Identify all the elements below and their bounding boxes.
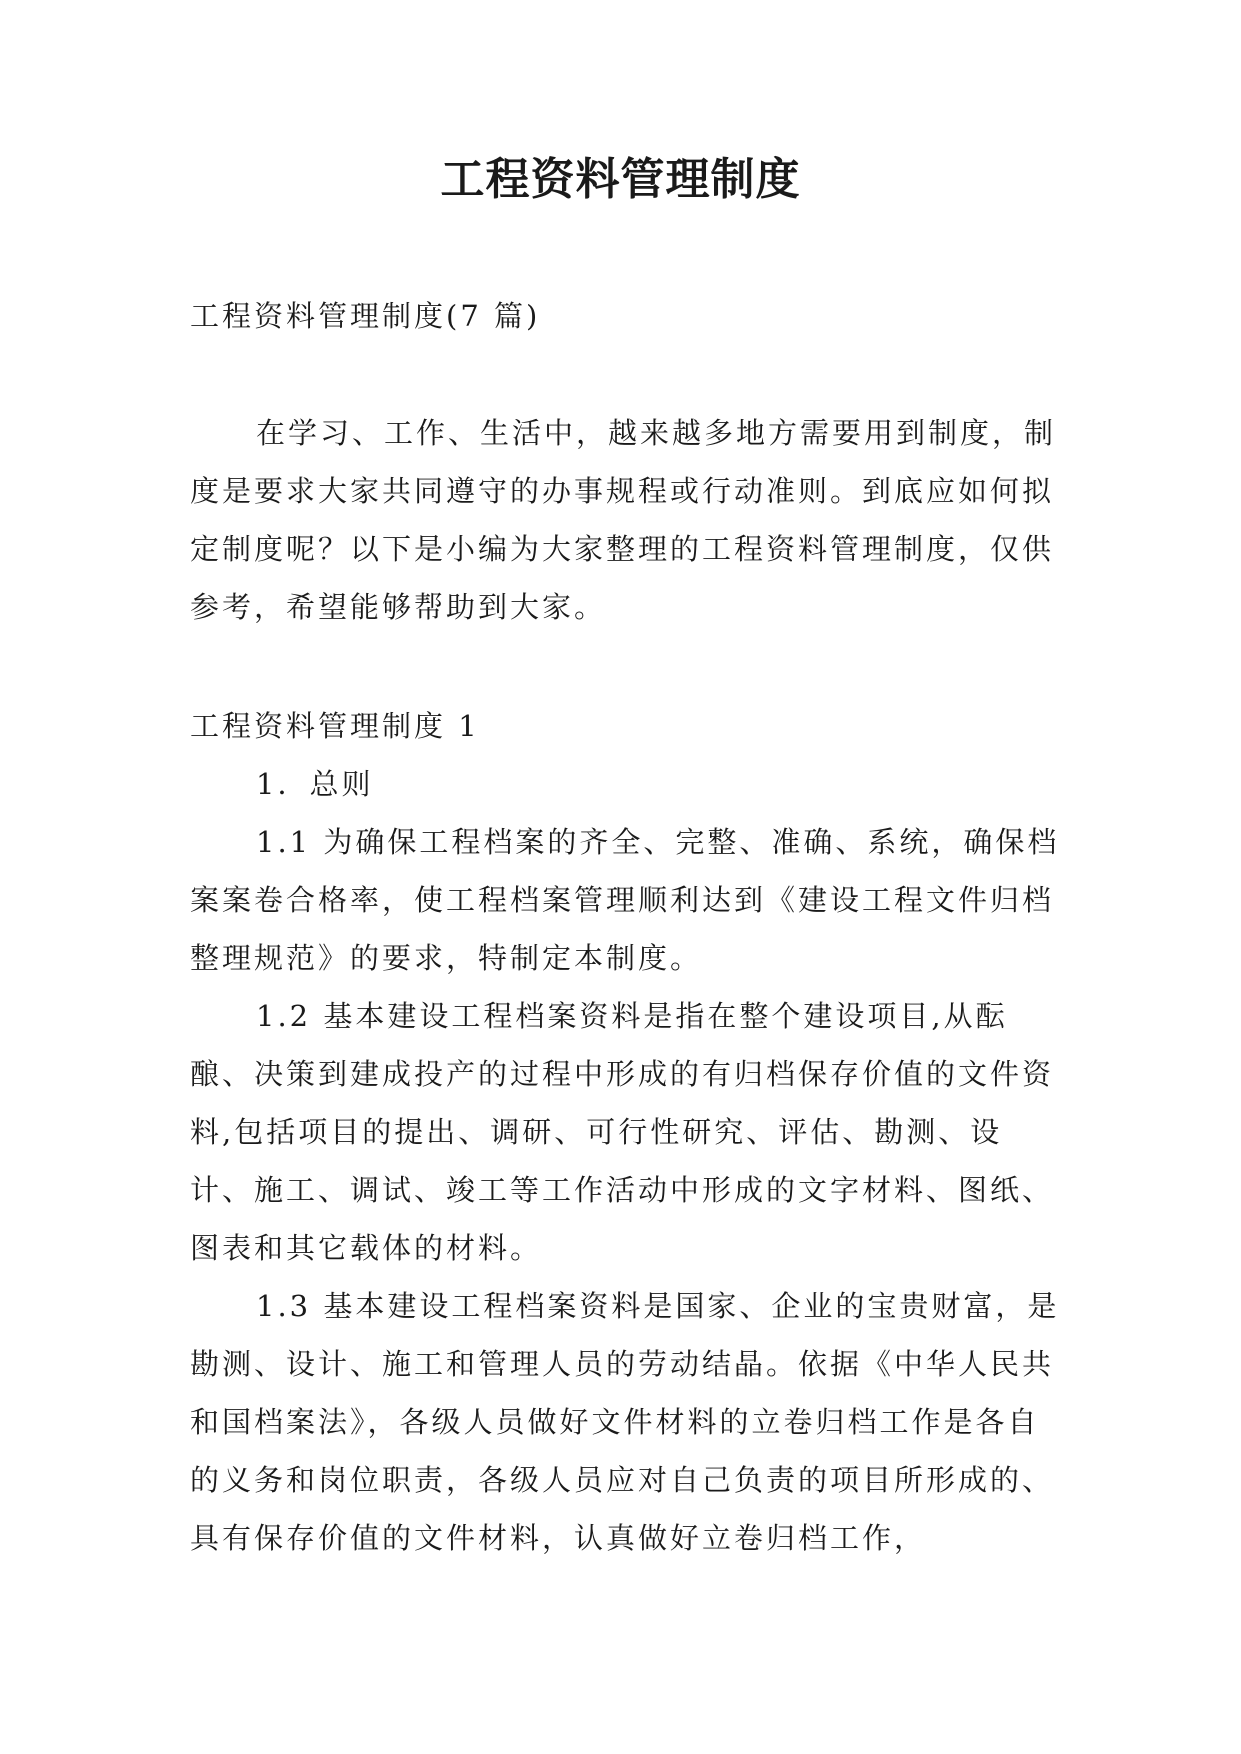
section-heading: 工程资料管理制度 1 [190,709,480,743]
clause-1-3: 1.3 基本建设工程档案资料是国家、企业的宝贵财富，是勘测、设计、施工和管理人员的劳动结晶。依据《中华人民共和国档案法》，各级人员做好文件材料的立卷归档工作是各自的义务和岗位职责，各级人员应对自己负责的项目所形成的、具有保存价值的文件材料，认真做好立卷归档工作， [190,1289,1060,1555]
clause-1-1: 1.1 为确保工程档案的齐全、完整、准确、系统，确保档案案卷合格率，使工程档案管理顺利达到《建设工程文件归档整理规范》的要求，特制定本制度。 [190,825,1060,975]
section-body [190,755,1062,1567]
clause-general: 1．总则 [256,767,374,801]
clause-1-2: 1.2 基本建设工程档案资料是指在整个建设项目,从酝酿、决策到建成投产的过程中形成的有归档保存价值的文件资料,包括项目的提出、调研、可行性研究、评估、勘测、设计、施工、调试、竣工等工作活动中形成的文字材料、图纸、图表和其它载体的材料。 [190,999,1055,1265]
intro-paragraph: 在学习、工作、生活中，越来越多地方需要用到制度，制度是要求大家共同遵守的办事规程或行动准则。到底应如何拟定制度呢？以下是小编为大家整理的工程资料管理制度，仅供参考，希望能够帮助到大家。 [190,416,1057,624]
document-subtitle: 工程资料管理制度(7 篇) [190,299,541,333]
document-title: 工程资料管理制度 [440,154,801,205]
